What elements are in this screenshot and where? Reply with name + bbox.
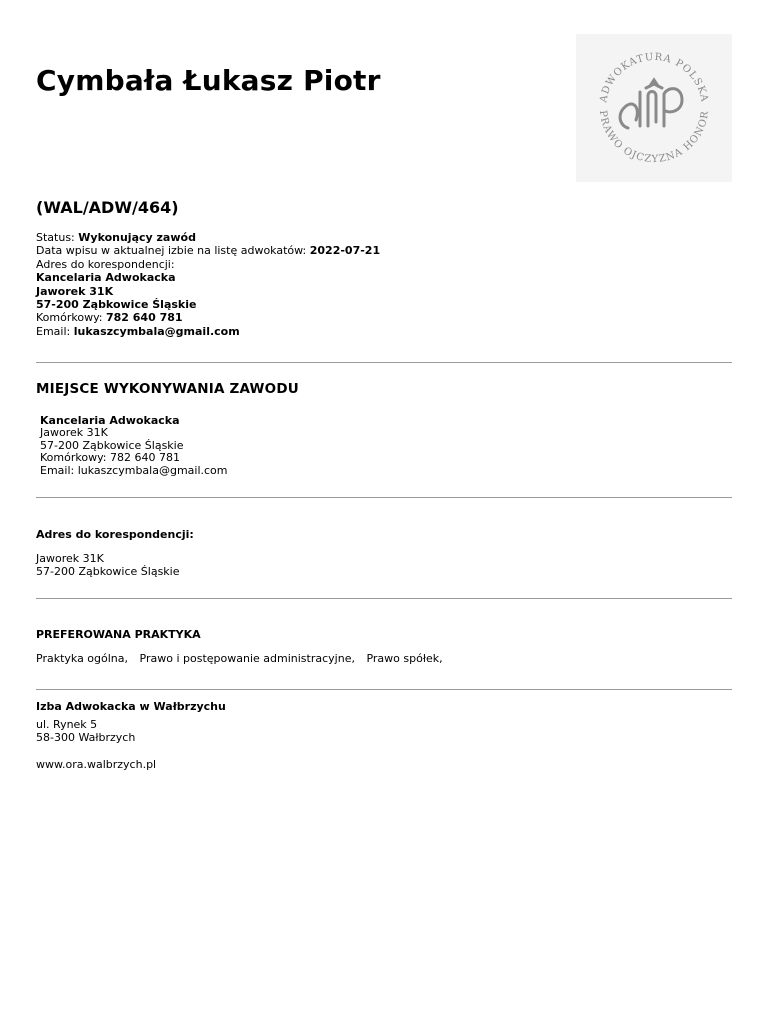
- entry-date-value: 2022-07-21: [309, 244, 381, 258]
- address-line-2: Jaworek 31K: [36, 284, 114, 298]
- workplace-details: [40, 415, 228, 477]
- entry-date-row: Data wpisu w aktualnej izbie na listę adwokatów: 2022-07-21: [36, 244, 381, 258]
- lawyer-details: [36, 231, 380, 338]
- mobile-row: Komórkowy: 782 640 781: [36, 311, 183, 325]
- office-mobile: Komórkowy: 782 640 781: [40, 451, 180, 465]
- divider: [36, 497, 732, 498]
- correspondence-address: [36, 552, 180, 579]
- correspondence-line-1: Jaworek 31K: [36, 552, 104, 565]
- mobile-value: 782 640 781: [105, 311, 183, 325]
- correspondence-line-2: 57-200 Ząbkowice Śląskie: [36, 565, 180, 579]
- office-email[interactable]: Email: lukaszcymbala@gmail.com: [40, 463, 228, 477]
- adwokatura-polska-logo: [576, 34, 732, 182]
- status-row: Status: Wykonujący zawód: [36, 231, 196, 244]
- office-city: 57-200 Ząbkowice Śląskie: [40, 438, 184, 452]
- chamber-address: [36, 718, 135, 745]
- address-line-1: Kancelaria Adwokacka: [36, 271, 176, 285]
- practice-item: Praktyka ogólna,: [36, 652, 129, 665]
- practice-item: Prawo i postępowanie administracyjne,: [139, 652, 355, 665]
- divider: [36, 598, 732, 599]
- office-name: Kancelaria Adwokacka: [40, 414, 180, 427]
- practice-item: Prawo spółek,: [366, 652, 443, 665]
- chamber-city: 58-300 Wałbrzych: [36, 731, 136, 745]
- email-value[interactable]: lukaszcymbala@gmail.com: [73, 324, 240, 338]
- email-row: Email: lukaszcymbala@gmail.com: [36, 324, 240, 338]
- practice-heading: PREFEROWANA PRAKTYKA: [36, 628, 201, 641]
- chamber-website-link[interactable]: www.ora.walbrzych.pl: [36, 758, 157, 771]
- address-line-3: 57-200 Ząbkowice Śląskie: [36, 298, 197, 312]
- correspondence-heading: Adres do korespondencji:: [36, 528, 194, 541]
- registration-number: (WAL/ADW/464): [36, 198, 179, 217]
- chamber-name: Izba Adwokacka w Wałbrzychu: [36, 700, 226, 713]
- lawyer-name: Cymbała Łukasz Piotr: [36, 64, 381, 97]
- address-label: Adres do korespondencji:: [36, 257, 175, 271]
- divider: [36, 689, 732, 690]
- divider: [36, 362, 732, 363]
- logo-text-top: ADWOKATURA POLSKA: [598, 51, 710, 104]
- office-street: Jaworek 31K: [40, 426, 108, 440]
- chamber-street: ul. Rynek 5: [36, 718, 98, 731]
- practice-list: [36, 652, 451, 665]
- workplace-heading: MIEJSCE WYKONYWANIA ZAWODU: [36, 381, 299, 397]
- logo-text-bottom: PRAWO OJCZYZNA HONOR: [596, 109, 712, 166]
- status-value: Wykonujący zawód: [78, 231, 196, 244]
